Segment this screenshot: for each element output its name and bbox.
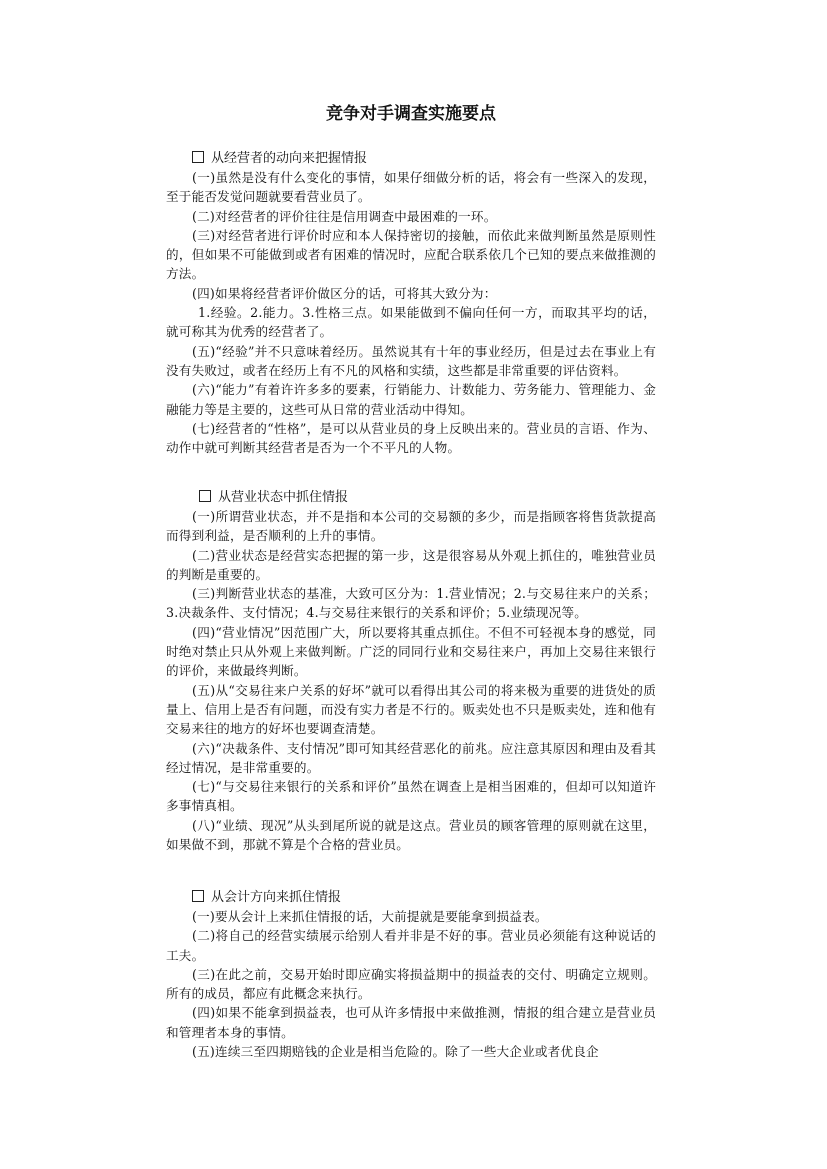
section-heading [166, 488, 656, 507]
paragraph: (四)如果不能拿到损益表，也可从许多情报中来做推测，情报的组合建立是营业员和管理者本身的事情。 [166, 1005, 656, 1040]
section-heading [166, 888, 656, 907]
section-heading-text: 从营业状态中抓住情报 [218, 490, 349, 505]
paragraph: (四)“营业情况”因范围广大，所以要将其重点抓住。不但不可轻视本身的感觉，同时绝对禁止只从外观上来做判断。广泛的同同行业和交易往来户，再加上交易往来银行的评价，来做最终判断。 [166, 624, 656, 679]
page-title: 竞争对手调查实施要点 [326, 104, 496, 124]
section-accounting [166, 888, 656, 1061]
paragraph: (七)“与交易往来银行的关系和评价”虽然在调查上是相当困难的，但却可以知道许多事情真相。 [166, 779, 656, 814]
paragraph: (三)判断营业状态的基准，大致可区分为：1.营业情况；2.与交易往来户的关系；3.决裁条件、支付情况；4.与交易往来银行的关系和评价；5.业绩现况等。 [166, 586, 656, 621]
paragraph: (一)虽然是没有什么变化的事情，如果仔细做分析的话，将会有一些深入的发现，至于能否发觉问题就要看营业员了。 [166, 170, 656, 205]
checkbox-square-icon [192, 890, 204, 902]
paragraph: (二)将自己的经营实绩展示给别人看并非是不好的事。营业员必须能有这种说话的工夫。 [166, 928, 656, 963]
paragraph: (五)“经验”并不只意味着经历。虽然说其有十年的事业经历，但是过去在事业上有没有失败过，或者在经历上有不凡的风格和实绩，这些都是非常重要的评估资料。 [166, 343, 656, 378]
paragraph: (二)对经营者的评价往往是信用调查中最困难的一环。 [192, 208, 497, 224]
paragraph: (七)经营者的“性格”，是可以从营业员的身上反映出来的。营业员的言语、作为、动作中就可判断其经营者是否为一个不平凡的人物。 [166, 420, 656, 456]
checkbox-square-icon [199, 490, 211, 502]
paragraph: (一)要从会计上来抓住情报的话，大前提就是要能拿到损益表。 [192, 909, 548, 924]
paragraph: (八)“业绩、现况”从头到尾所说的就是这点。营业员的顾客管理的原则就在这里，如果做不到，那就不算是个合格的营业员。 [166, 817, 656, 853]
section-heading [166, 149, 656, 168]
paragraph: 1.经验。2.能力。3.性格三点。如果能做到不偏向任何一方，而取其平均的话，就可称其为优秀的经营者了。 [166, 305, 656, 340]
paragraph: (六)“决裁条件、支付情况”即可知其经营恶化的前兆。应注意其原因和理由及看其经过情况，是非常重要的。 [166, 740, 656, 775]
section-management-trends [166, 149, 656, 457]
paragraph: (六)“能力”有着许许多多的要素，行销能力、计数能力、劳务能力、管理能力、金融能力等是主要的，这些可从日常的营业活动中得知。 [166, 382, 656, 417]
checkbox-square-icon [192, 151, 204, 163]
paragraph: (三)在此之前，交易开始时即应确实将损益期中的损益表的交付、明确定立规则。所有的成员，都应有此概念来执行。 [166, 966, 656, 1002]
section-business-status [166, 488, 656, 854]
section-heading-text: 从经营者的动向来把握情报 [211, 151, 368, 166]
paragraph: (一)所谓营业状态，并不是指和本公司的交易额的多少，而是指顾客将售货款提高而得到利益，是否顺利的上升的事情。 [166, 509, 656, 544]
paragraph: (五)连续三至四期赔钱的企业是相当危险的。除了一些大企业或者优良企 [192, 1044, 599, 1060]
section-heading-text: 从会计方向来抓住情报 [211, 890, 342, 905]
paragraph: (四)如果将经营者评价做区分的话，可将其大致分为： [192, 285, 497, 301]
paragraph: (三)对经营者进行评价时应和本人保持密切的接触，而依此来做判断虽然是原则性的，但如果不可能做到或者有困难的情况时，应配合联系依几个已知的要点来做推测的方法。 [166, 227, 656, 282]
paragraph: (二)营业状态是经营实态把握的第一步，这是很容易从外观上抓住的，唯独营业员的判断是重要的。 [166, 547, 656, 582]
paragraph: (五)从“交易往来户关系的好坏”就可以看得出其公司的将来极为重要的进货处的质量上、信用上是否有问题，而没有实力者是不行的。贩卖处也不只是贩卖处，连和他有交易来往的地方的好坏也要调查清楚。 [166, 682, 656, 737]
